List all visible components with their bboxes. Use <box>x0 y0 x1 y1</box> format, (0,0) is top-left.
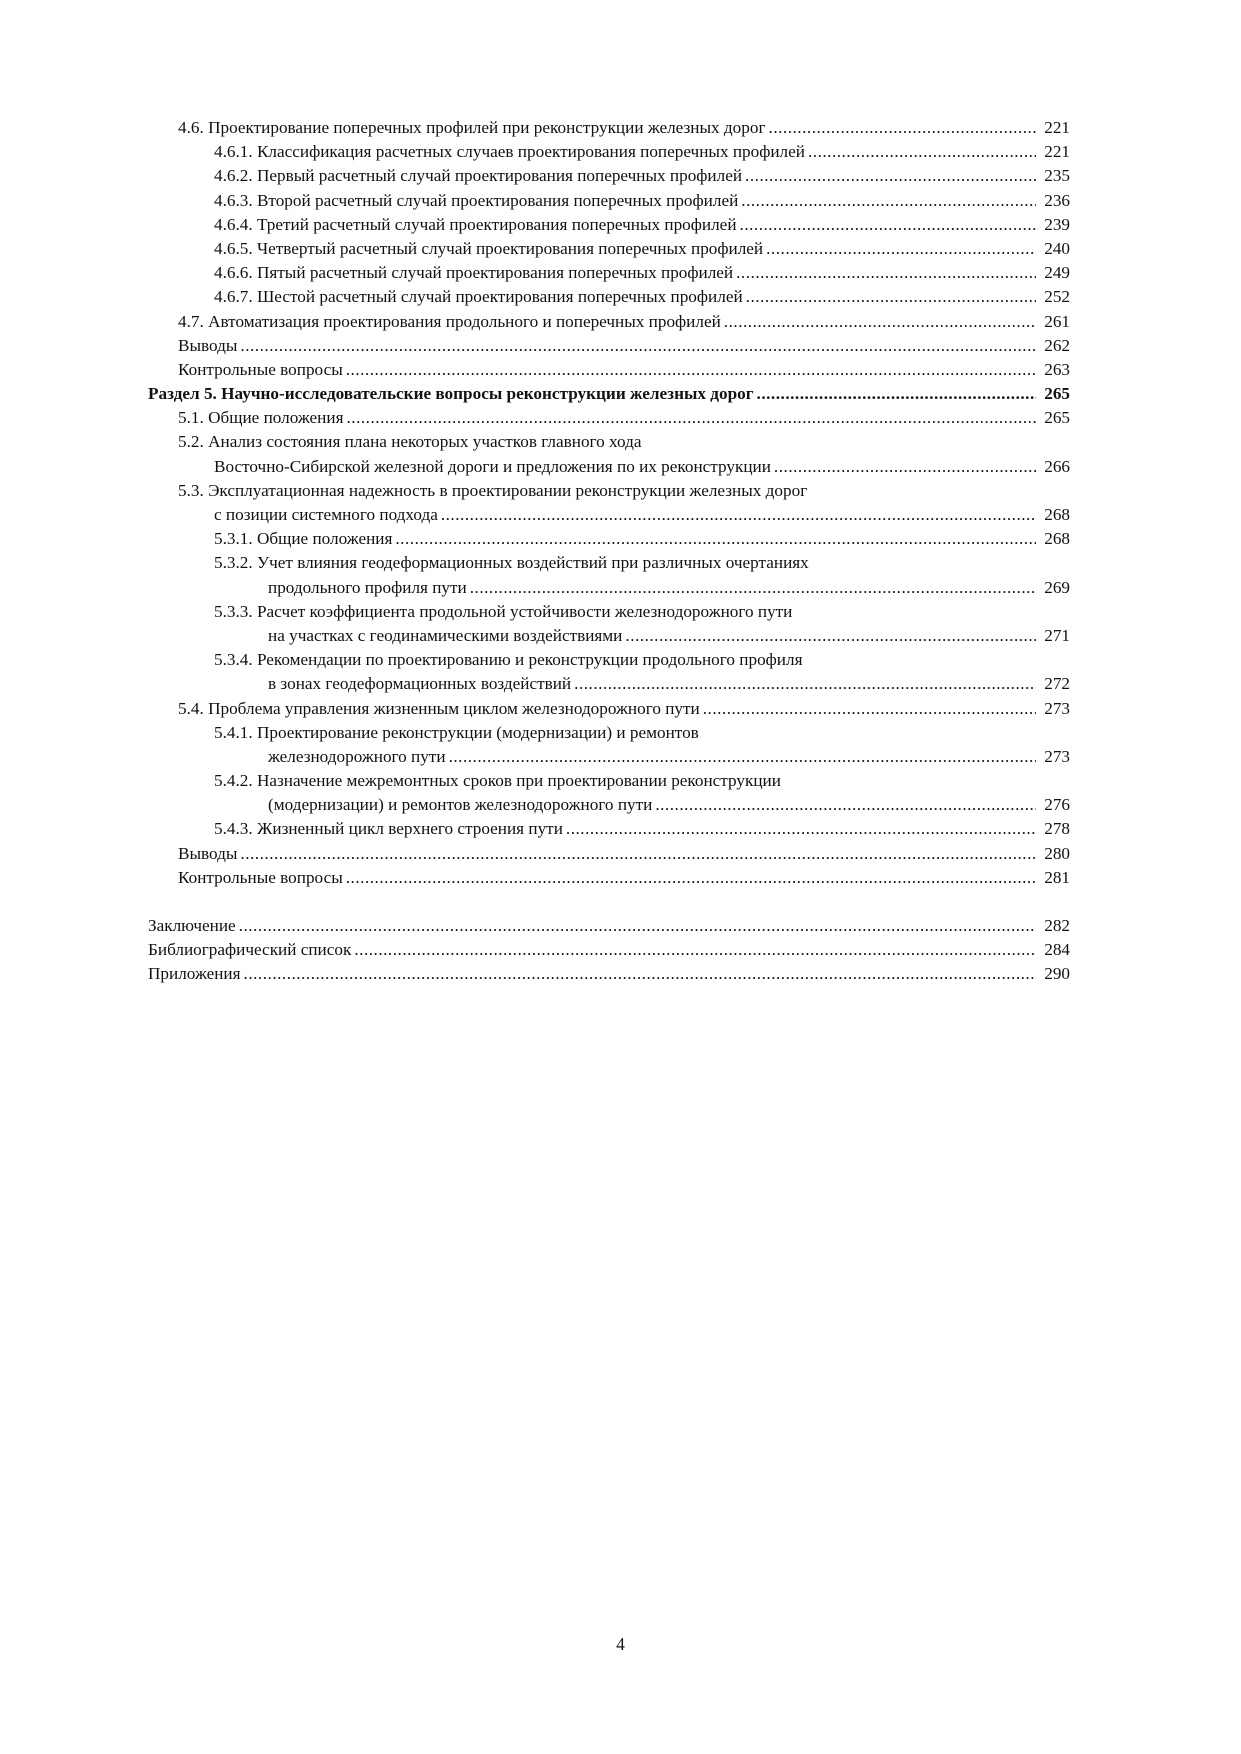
toc-entry-line <box>178 866 1070 890</box>
toc-entry-title: на участках с геодинамическими воздействиями <box>268 625 623 645</box>
toc-entry <box>148 285 1070 309</box>
toc-dot-leader <box>240 842 1036 866</box>
toc-entry-page: 265 <box>1044 384 1070 404</box>
toc-entry-title: 4.6.7. Шестой расчетный случай проектирования поперечных профилей <box>214 287 743 307</box>
toc-dot-leader <box>769 116 1036 140</box>
toc-entry-line <box>268 576 1070 600</box>
toc-entry <box>148 406 1070 430</box>
toc-entry <box>148 648 1070 672</box>
toc-entry <box>148 479 1070 503</box>
toc-dot-leader <box>441 503 1036 527</box>
toc-entry-page: 281 <box>1044 867 1070 887</box>
toc-dot-leader <box>566 817 1036 841</box>
toc-entry-line <box>268 624 1070 648</box>
toc-dot-leader <box>741 189 1036 213</box>
toc-entry-line <box>214 213 1070 237</box>
toc-entry <box>148 455 1070 479</box>
toc-entry-page: 280 <box>1044 843 1070 863</box>
toc-entry-page: 268 <box>1044 505 1070 524</box>
toc-dot-leader <box>239 914 1036 938</box>
toc-entry <box>148 576 1070 600</box>
toc-entry-title: Библиографический список <box>148 940 352 960</box>
toc-dot-leader <box>574 672 1036 696</box>
toc-entry-page: 262 <box>1044 335 1070 355</box>
toc-entry-page: 273 <box>1044 698 1070 718</box>
toc-entry <box>148 310 1070 334</box>
toc-entry <box>148 866 1070 890</box>
toc-entry-title: 5.3.3. Расчет коэффициента продольной устойчивости железнодорожного пути <box>214 601 793 621</box>
toc-entry <box>148 189 1070 213</box>
toc-entry-title: 4.6.4. Третий расчетный случай проектирования поперечных профилей <box>214 214 737 234</box>
toc-entry-line <box>214 769 1070 793</box>
toc-entry-line <box>178 479 1070 503</box>
toc-entry-title: 4.6.5. Четвертый расчетный случай проектирования поперечных профилей <box>214 238 764 258</box>
toc-entry-title: 4.6.2. Первый расчетный случай проектирования поперечных профилей <box>214 166 743 186</box>
toc-entry <box>148 140 1070 164</box>
toc-entry-line <box>148 938 1070 962</box>
toc-entry-title: продольного профиля пути <box>268 577 467 597</box>
toc-entry <box>148 261 1070 285</box>
toc-entry-title: Контрольные вопросы <box>178 867 343 887</box>
toc-entry-title: Восточно-Сибирской железной дороги и предложения по их реконструкции <box>214 456 771 476</box>
toc-entry-title: с позиции системного подхода <box>214 505 438 524</box>
toc-entry-line <box>214 648 1070 672</box>
toc-entry-page: 221 <box>1044 142 1070 162</box>
toc-entry-page: 240 <box>1044 238 1070 258</box>
toc-dot-leader <box>625 624 1036 648</box>
toc-entry-page: 271 <box>1044 625 1070 645</box>
toc-dot-leader <box>346 866 1036 890</box>
toc-entry <box>148 769 1070 793</box>
toc-entry-line <box>214 527 1070 551</box>
toc-dot-leader <box>774 455 1036 479</box>
toc-entry-page: 284 <box>1044 940 1070 960</box>
toc-entry-title: 5.3.1. Общие положения <box>214 529 393 549</box>
toc-entry-line <box>178 406 1070 430</box>
toc-entry-title: Раздел 5. Научно-исследовательские вопросы реконструкции железных дорог <box>148 384 754 404</box>
toc-entry-line <box>148 962 1070 986</box>
toc-entry <box>148 334 1070 358</box>
toc-dot-leader <box>346 358 1036 382</box>
toc-entry-title: 5.4.3. Жизненный цикл верхнего строения пути <box>214 819 563 839</box>
toc-dot-leader <box>757 382 1036 406</box>
toc-entry-title: железнодорожного пути <box>268 746 446 766</box>
toc-entry-line <box>178 310 1070 334</box>
toc-entry-line <box>178 842 1070 866</box>
toc-dot-leader <box>354 938 1036 962</box>
toc-entry <box>148 672 1070 696</box>
toc-entry-page: 263 <box>1044 359 1070 379</box>
toc-entry <box>148 382 1070 406</box>
toc-dot-leader <box>449 745 1036 769</box>
toc-entry-page: 273 <box>1044 746 1070 766</box>
toc-entry-line <box>214 285 1070 309</box>
toc-dot-leader <box>746 285 1036 309</box>
toc-entry-title: 5.3.2. Учет влияния геодеформационных воздействий при различных очертаниях <box>214 553 809 573</box>
toc-entry-page: 290 <box>1044 964 1070 984</box>
toc-entry-title: в зонах геодеформационных воздействий <box>268 674 572 694</box>
toc-entry-page: 261 <box>1044 311 1070 331</box>
toc-entry-title: 5.4. Проблема управления жизненным циклом железнодорожного пути <box>178 698 700 718</box>
toc-entry <box>148 164 1070 188</box>
toc-entry <box>148 527 1070 551</box>
toc-entry <box>148 116 1070 140</box>
page-number: 4 <box>616 1634 625 1654</box>
toc-entry-page: 266 <box>1044 456 1070 476</box>
table-of-contents <box>148 116 1070 987</box>
toc-entry-page: 269 <box>1044 577 1070 597</box>
toc-dot-leader <box>655 793 1036 817</box>
toc-entry-title: Заключение <box>148 916 236 935</box>
toc-entry <box>148 624 1070 648</box>
toc-entry <box>148 914 1070 938</box>
toc-entry-line <box>148 914 1070 938</box>
toc-entry-title: 4.7. Автоматизация проектирования продольного и поперечных профилей <box>178 311 721 331</box>
toc-entry-line <box>214 237 1070 261</box>
toc-entry-line <box>268 793 1070 817</box>
toc-entry-page: 249 <box>1044 263 1070 283</box>
toc-entry-line <box>214 817 1070 841</box>
toc-entry <box>148 213 1070 237</box>
toc-entry-line <box>178 116 1070 140</box>
toc-entry-line <box>148 382 1070 406</box>
toc-entry-page: 282 <box>1044 916 1070 935</box>
toc-entry-title: 5.4.1. Проектирование реконструкции (модернизации) и ремонтов <box>214 722 699 742</box>
toc-entry <box>148 962 1070 986</box>
toc-dot-leader <box>703 697 1036 721</box>
toc-entry-line <box>178 358 1070 382</box>
toc-entry-title: 5.2. Анализ состояния плана некоторых участков главного хода <box>178 432 642 452</box>
toc-entry-line <box>178 334 1070 358</box>
toc-entry-page: 265 <box>1044 408 1070 428</box>
toc-entry <box>148 430 1070 454</box>
toc-entry <box>148 237 1070 261</box>
toc-entry <box>148 721 1070 745</box>
toc-entry-page: 252 <box>1044 287 1070 307</box>
toc-entry-line <box>214 455 1070 479</box>
toc-entry-title: Контрольные вопросы <box>178 359 343 379</box>
toc-entry-title: 4.6.3. Второй расчетный случай проектирования поперечных профилей <box>214 190 739 210</box>
toc-entry-title: 4.6.1. Классификация расчетных случаев проектирования поперечных профилей <box>214 142 805 162</box>
toc-entry-page: 272 <box>1044 674 1070 694</box>
toc-entry-line <box>214 721 1070 745</box>
toc-entry <box>148 793 1070 817</box>
toc-entry-page: 268 <box>1044 529 1070 549</box>
toc-dot-leader <box>395 527 1036 551</box>
toc-entry-line <box>178 697 1070 721</box>
toc-entry-page: 235 <box>1044 166 1070 186</box>
toc-entry-page: 239 <box>1044 214 1070 234</box>
toc-dot-leader <box>745 164 1036 188</box>
toc-entry <box>148 697 1070 721</box>
toc-entry-title: 4.6.6. Пятый расчетный случай проектирования поперечных профилей <box>214 263 734 283</box>
toc-entry-line <box>214 164 1070 188</box>
toc-entry-title: 5.1. Общие положения <box>178 408 344 428</box>
toc-dot-leader <box>740 213 1036 237</box>
toc-entry <box>148 503 1070 527</box>
toc-entry <box>148 745 1070 769</box>
toc-entry-title: Выводы <box>178 335 238 355</box>
toc-dot-leader <box>240 334 1036 358</box>
toc-entry <box>148 938 1070 962</box>
toc-entry-title: 5.3.4. Рекомендации по проектированию и реконструкции продольного профиля <box>214 650 803 670</box>
toc-entry-page: 236 <box>1044 190 1070 210</box>
toc-dot-leader <box>808 140 1036 164</box>
toc-entry <box>148 817 1070 841</box>
toc-entry-line <box>178 430 1070 454</box>
toc-entry-line <box>214 261 1070 285</box>
toc-dot-leader <box>346 406 1036 430</box>
toc-entry-title: (модернизации) и ремонтов железнодорожного пути <box>268 795 653 815</box>
toc-entry-title: 5.4.2. Назначение межремонтных сроков при проектировании реконструкции <box>214 771 781 791</box>
toc-entry-title: Выводы <box>178 843 238 863</box>
toc-dot-leader <box>736 261 1036 285</box>
toc-dot-leader <box>470 576 1036 600</box>
toc-entry-line <box>268 745 1070 769</box>
toc-entry <box>148 551 1070 575</box>
toc-dot-leader <box>244 962 1036 986</box>
toc-entry-line <box>214 189 1070 213</box>
toc-entry-line <box>214 551 1070 575</box>
toc-entry-line <box>214 140 1070 164</box>
toc-entry-title: 5.3. Эксплуатационная надежность в проектировании реконструкции железных дорог <box>178 480 808 500</box>
toc-entry-line <box>214 503 1070 527</box>
toc-entry-title: 4.6. Проектирование поперечных профилей при реконструкции железных дорог <box>178 118 766 137</box>
toc-entry <box>148 842 1070 866</box>
toc-entry-page: 276 <box>1044 795 1070 815</box>
toc-entry <box>148 358 1070 382</box>
toc-entry-page: 278 <box>1044 819 1070 839</box>
toc-entry-line <box>268 672 1070 696</box>
toc-entry-line <box>214 600 1070 624</box>
toc-entry-title: Приложения <box>148 964 241 984</box>
toc-dot-leader <box>766 237 1036 261</box>
toc-entry-page: 221 <box>1044 118 1070 137</box>
toc-dot-leader <box>724 310 1036 334</box>
toc-entry <box>148 600 1070 624</box>
